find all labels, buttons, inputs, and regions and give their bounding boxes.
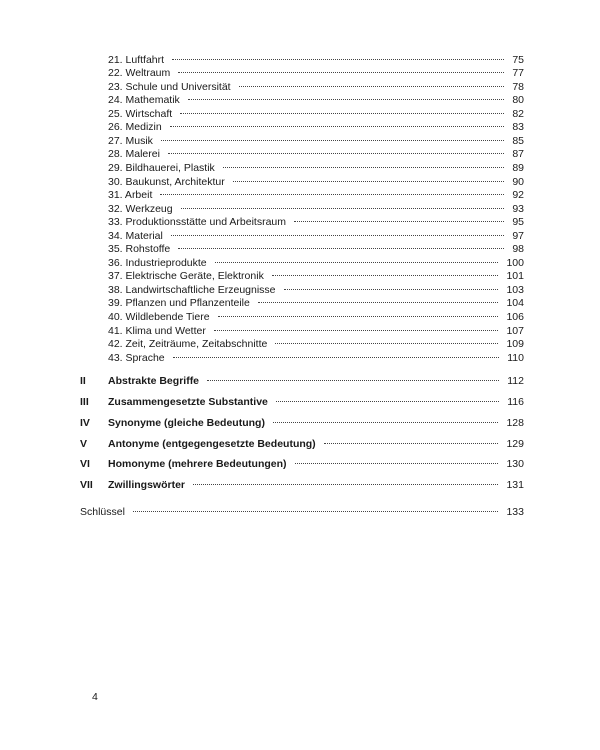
toc-key-entry	[80, 505, 524, 519]
toc-entry-label: 31. Arbeit	[108, 189, 153, 201]
toc-section	[80, 457, 524, 471]
toc-entry-page: 107	[506, 325, 524, 337]
toc-leader-dots	[284, 289, 499, 290]
toc-leader-dots	[133, 511, 499, 512]
toc-leader-dots	[168, 153, 504, 154]
toc-entry-label: 38. Landwirtschaftliche Erzeugnisse	[108, 284, 276, 296]
toc-leader-dots	[218, 316, 499, 317]
toc-section-page: 129	[506, 438, 524, 450]
toc-entry	[108, 147, 524, 161]
toc-entry	[108, 175, 524, 189]
toc-entry	[108, 53, 524, 67]
toc-entry-page: 89	[512, 162, 524, 174]
toc-entry	[108, 93, 524, 107]
toc-entry-label: 22. Weltraum	[108, 67, 171, 79]
toc-leader-dots	[180, 113, 504, 114]
toc-entry	[108, 256, 524, 270]
toc-entry-page: 110	[507, 352, 524, 364]
toc-key-label: Schlüssel	[80, 506, 125, 518]
toc-entry	[108, 202, 524, 216]
toc-leader-dots	[294, 221, 504, 222]
toc-entry	[108, 66, 524, 80]
toc-leader-dots	[207, 380, 499, 381]
toc-leader-dots	[178, 248, 504, 249]
toc-entry-page: 101	[506, 270, 524, 282]
toc-entry	[108, 351, 524, 365]
toc-entry-label: 26. Medizin	[108, 121, 162, 133]
toc-leader-dots	[276, 401, 499, 402]
toc-entry-label: 28. Malerei	[108, 148, 160, 160]
toc-section-page: 128	[506, 417, 524, 429]
toc-section-label: Synonyme (gleiche Bedeutung)	[108, 417, 265, 429]
toc-entry-page: 104	[506, 297, 524, 309]
toc-entry-page: 98	[512, 243, 524, 255]
toc-entry-label: 43. Sprache	[108, 352, 165, 364]
toc-section	[80, 478, 524, 492]
toc-entry-label: 32. Werkzeug	[108, 203, 173, 215]
toc-entry	[108, 269, 524, 283]
toc-entry-page: 90	[512, 176, 524, 188]
toc-entry	[108, 283, 524, 297]
toc-entry	[108, 229, 524, 243]
toc-entry-label: 42. Zeit, Zeiträume, Zeitabschnitte	[108, 338, 268, 350]
toc-entry-page: 83	[512, 121, 524, 133]
toc-section-label: Homonyme (mehrere Bedeutungen)	[108, 458, 287, 470]
toc-leader-dots	[215, 262, 499, 263]
toc-leader-dots	[324, 443, 499, 444]
toc-leader-dots	[272, 275, 499, 276]
toc-leader-dots	[273, 422, 499, 423]
toc-leader-dots	[172, 59, 504, 60]
toc-section-label: Zwillingswörter	[108, 479, 186, 491]
toc-entry-label: 25. Wirtschaft	[108, 108, 173, 120]
toc-section-roman: III	[80, 396, 89, 408]
toc-entry-label: 24. Mathematik	[108, 94, 180, 106]
toc-entry	[108, 337, 524, 351]
toc-entry-page: 95	[512, 216, 524, 228]
toc-leader-dots	[170, 126, 505, 127]
toc-key-page: 133	[506, 506, 524, 518]
toc-entry-label: 35. Rohstoffe	[108, 243, 171, 255]
toc-entry	[108, 310, 524, 324]
toc-entry-page: 93	[512, 203, 524, 215]
toc-entry-page: 87	[512, 148, 524, 160]
toc-entry-page: 82	[512, 108, 524, 120]
toc-entry	[108, 107, 524, 121]
toc-leader-dots	[223, 167, 505, 168]
toc-entry-label: 33. Produktionsstätte und Arbeitsraum	[108, 216, 287, 228]
toc-entry-page: 92	[512, 189, 524, 201]
toc-entry-page: 77	[512, 67, 524, 79]
toc-entry-page: 97	[512, 230, 524, 242]
toc-entry-label: 21. Luftfahrt	[108, 54, 165, 66]
toc-leader-dots	[161, 140, 504, 141]
toc-entry-label: 29. Bildhauerei, Plastik	[108, 162, 215, 174]
toc-section-page: 131	[506, 479, 524, 491]
toc-entry-label: 40. Wildlebende Tiere	[108, 311, 210, 323]
toc-section-label: Zusammengesetzte Substantive	[108, 396, 268, 408]
toc-section-roman: VII	[80, 479, 93, 491]
toc-entry	[108, 134, 524, 148]
toc-leader-dots	[181, 208, 505, 209]
toc-section-label: Abstrakte Begriffe	[108, 375, 200, 387]
toc-entry-label: 30. Baukunst, Architektur	[108, 176, 225, 188]
toc-section	[80, 416, 524, 430]
toc-leader-dots	[173, 357, 500, 358]
toc-entry-page: 106	[506, 311, 524, 323]
toc-leader-dots	[160, 194, 504, 195]
toc-entry-label: 36. Industrieprodukte	[108, 257, 207, 269]
toc-section	[80, 437, 524, 451]
toc-entry-page: 103	[506, 284, 524, 296]
toc-entry	[108, 80, 524, 94]
toc-leader-dots	[188, 99, 505, 100]
toc-entry	[108, 324, 524, 338]
toc-section-label: Antonyme (entgegengesetzte Bedeutung)	[108, 438, 316, 450]
toc-entry-label: 39. Pflanzen und Pflanzenteile	[108, 297, 250, 309]
toc-leader-dots	[171, 235, 504, 236]
toc-section-page: 112	[507, 375, 524, 387]
toc-leader-dots	[178, 72, 504, 73]
toc-entry-page: 78	[512, 81, 524, 93]
toc-entry-page: 109	[506, 338, 524, 350]
toc-entry-label: 41. Klima und Wetter	[108, 325, 206, 337]
toc-entry-label: 34. Material	[108, 230, 163, 242]
toc-section-page: 116	[507, 396, 524, 408]
toc-entry	[108, 215, 524, 229]
toc-section-roman: II	[80, 375, 86, 387]
toc-entry-page: 85	[512, 135, 524, 147]
toc-section-roman: IV	[80, 417, 90, 429]
toc-section-page: 130	[506, 458, 524, 470]
toc-entry	[108, 120, 524, 134]
toc-section-roman: V	[80, 438, 88, 450]
toc-leader-dots	[275, 343, 498, 344]
toc-entry-label: 27. Musik	[108, 135, 153, 147]
toc-section-roman: VI	[80, 458, 90, 470]
toc-entry-page: 75	[512, 54, 524, 66]
toc-leader-dots	[193, 484, 498, 485]
toc-entry-label: 37. Elektrische Geräte, Elektronik	[108, 270, 264, 282]
toc-entry-page: 80	[512, 94, 524, 106]
toc-leader-dots	[258, 302, 499, 303]
toc-leader-dots	[295, 463, 499, 464]
toc-entry	[108, 161, 524, 175]
toc-entry	[108, 296, 524, 310]
toc-section	[80, 374, 524, 388]
toc-section	[80, 395, 524, 409]
footer-page-number: 4	[92, 691, 98, 703]
toc-entry-page: 100	[506, 257, 524, 269]
toc-entry	[108, 242, 524, 256]
toc-entry-label: 23. Schule und Universität	[108, 81, 231, 93]
toc-leader-dots	[239, 86, 505, 87]
toc-leader-dots	[233, 181, 505, 182]
toc-leader-dots	[214, 330, 499, 331]
toc-entry	[108, 188, 524, 202]
